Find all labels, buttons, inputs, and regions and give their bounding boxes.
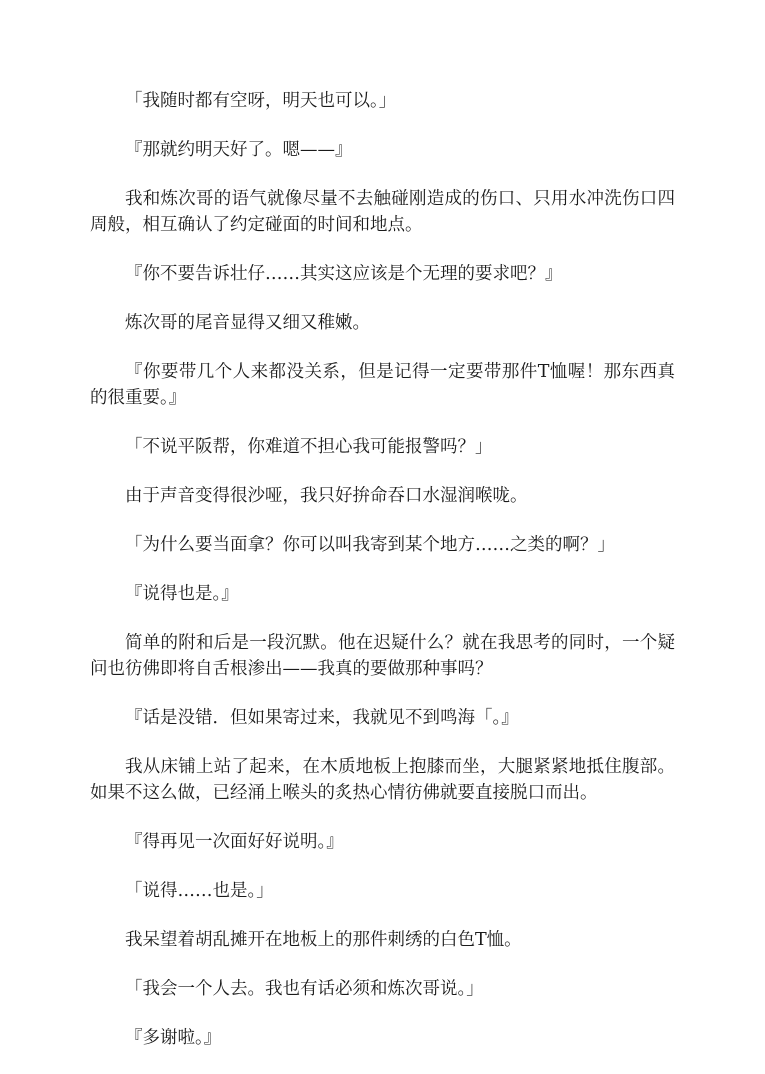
paragraph-10: 『说得也是。』 — [125, 584, 239, 604]
paragraph-5: 炼次哥的尾音显得又细又稚嫩。 — [125, 313, 370, 333]
document-page — [90, 88, 675, 1074]
paragraph-15: 「说得……也是。」 — [125, 881, 274, 901]
paragraph-11: 简单的附和后是一段沉默。他在迟疑什么？就在我思考的同时，一个疑问也彷佛即将自舌根渗出——我真的要做那种事吗？ — [90, 633, 675, 679]
paragraph-2: 『那就约明天好了。嗯——』 — [125, 140, 353, 160]
paragraph-4: 『你不要告诉壮仔……其实这应该是个无理的要求吧？』 — [125, 264, 563, 284]
paragraph-13: 我从床铺上站了起来，在木质地板上抱膝而坐，大腿紧紧地抵住腹部。如果不这么做，已经涌上喉头的炙热心情彷佛就要直接脱口而出。 — [90, 757, 675, 803]
paragraph-1: 「我随时都有空呀，明天也可以。」 — [125, 91, 397, 111]
paragraph-6: 『你要带几个人来都没关系，但是记得一定要带那件T恤喔！那东西真的很重要。』 — [90, 362, 675, 408]
paragraph-3: 我和炼次哥的语气就像尽量不去触碰刚造成的伤口、只用水冲洗伤口四周般，相互确认了约定碰面的时间和地点。 — [90, 189, 675, 235]
paragraph-18: 『多谢啦。』 — [125, 1028, 222, 1048]
paragraph-9: 「为什么要当面拿？你可以叫我寄到某个地方……之类的啊？」 — [125, 535, 615, 555]
paragraph-7: 「不说平阪帮，你难道不担心我可能报警吗？」 — [125, 437, 493, 457]
paragraph-8: 由于声音变得很沙哑，我只好拚命吞口水湿润喉咙。 — [125, 486, 528, 506]
paragraph-16: 我呆望着胡乱摊开在地板上的那件刺绣的白色T恤。 — [125, 930, 522, 950]
paragraph-14: 『得再见一次面好好说明。』 — [125, 832, 344, 852]
paragraph-17: 「我会一个人去。我也有话必须和炼次哥说。」 — [125, 979, 484, 999]
paragraph-12: 『话是没错．但如果寄过来，我就见不到鸣海「。』 — [125, 708, 519, 728]
